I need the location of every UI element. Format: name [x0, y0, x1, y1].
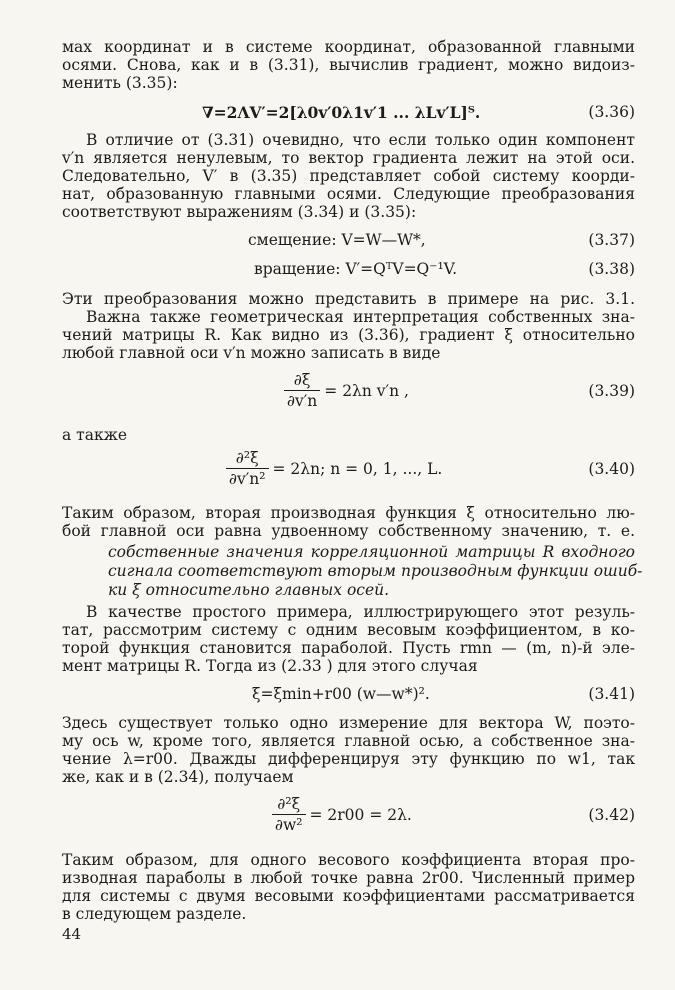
fraction: [284, 372, 320, 410]
text-line: Эти преобразования можно представить в примере на рис. 3.1.: [62, 290, 635, 308]
text-line: Следовательно, V′ в (3.35) представляет собой систему коорди-: [62, 167, 635, 185]
equation-number: (3.37): [588, 231, 635, 249]
fraction: [226, 450, 269, 488]
denominator: ∂v′n²: [226, 468, 269, 488]
equation-number: (3.40): [588, 460, 635, 478]
text-line: торой функция становится параболой. Пусть rmn — (m, n)-й эле-: [62, 639, 635, 657]
text-line: менить (3.35):: [62, 74, 178, 92]
numerator: ∂²ξ: [235, 449, 259, 467]
equation-body: ξ=ξmin+r00 (w—w*)².: [252, 685, 430, 703]
text-line: v′n является ненулевым, то вектор градиента лежит на этой оси.: [62, 149, 635, 167]
italic-line: ки ξ относительно главных осей.: [108, 581, 390, 599]
right-hand-side: = 2r00 = 2λ.: [309, 806, 412, 824]
equation-3-42: [62, 788, 635, 842]
text-line: Здесь существует только одно измерение для вектора W, поэто-: [62, 714, 635, 732]
equation-number: (3.38): [588, 260, 635, 278]
equation-body: [222, 442, 442, 496]
text-line: Таким образом, для одного весового коэффициента вторая про-: [62, 851, 635, 869]
equation-body: [280, 364, 409, 418]
text-line: в следующем разделе.: [62, 905, 247, 923]
text-line: Таким образом, вторая производная функция ξ относительно лю-: [62, 504, 635, 522]
text-line: Важна также геометрическая интерпретация собственных зна-: [86, 308, 635, 326]
text-line: чение λ=r00. Дважды дифференцируя эту функцию по w1, так: [62, 750, 635, 768]
equation-3-39: [62, 364, 635, 418]
numerator: ∂²ξ: [277, 795, 301, 813]
text-line: осями. Снова, как и в (3.31), вычислив градиент, можно видоиз-: [62, 56, 635, 74]
numerator: ∂ξ: [293, 371, 311, 389]
denominator: ∂w²: [272, 814, 306, 834]
text-line: любой главной оси v′n можно записать в виде: [62, 344, 441, 362]
text-line: бой главной оси равна удвоенному собственному значению, т. е.: [62, 522, 635, 540]
equation-3-41: [62, 673, 635, 715]
equation-3-38: [62, 251, 635, 287]
text-line: В качестве простого примера, иллюстрирующего этот резуль-: [86, 603, 635, 621]
right-hand-side: = 2λn v′n ,: [324, 382, 409, 400]
text-line: соответствуют выражениям (3.34) и (3.35):: [62, 203, 417, 221]
equation-number: (3.42): [588, 806, 635, 824]
equation-body: [268, 788, 412, 842]
equation-body: вращение: V′=QᵀV=Q⁻¹V.: [254, 260, 458, 278]
equation-3-40: [62, 442, 635, 496]
equation-number: (3.41): [588, 685, 635, 703]
text-line: же, как и в (2.34), получаем: [62, 768, 294, 786]
text-line: му ось w, кроме того, является главной осью, а собственное зна-: [62, 732, 635, 750]
equation-body: ∇=2ΛV′=2[λ0v′0λ1v′1 ... λLv′L]ᵀ.: [202, 102, 481, 122]
page-number: 44: [62, 925, 82, 943]
equation-number: (3.39): [588, 382, 635, 400]
equation-body: смещение: V=W—W*,: [248, 231, 426, 249]
text-line: мент матрицы R. Тогда из (2.33 ) для этого случая: [62, 657, 478, 675]
italic-line: сигнала соответствуют вторым производным функции ошиб-: [108, 562, 643, 580]
text-line: тат, рассмотрим систему с одним весовым коэффициентом, в ко-: [62, 621, 635, 639]
text-line: мах координат и в системе координат, образованной главными: [62, 38, 635, 56]
text-line: изводная параболы в любой точке равна 2r00. Численный пример: [62, 869, 635, 887]
text-line: чений матрицы R. Как видно из (3.36), градиент ξ относительно: [62, 326, 635, 344]
text-line: нат, образованную главными осями. Следующие преобразования: [62, 185, 635, 203]
denominator: ∂v′n: [284, 390, 320, 410]
text-line: а также: [62, 426, 128, 444]
text-line: В отличие от (3.31) очевидно, что если только один компонент: [86, 131, 635, 149]
equation-3-36: [62, 88, 635, 136]
text-line: для системы с двумя весовыми коэффициентами рассматривается: [62, 887, 635, 905]
fraction: [272, 796, 306, 834]
italic-line: собственные значения корреляционной матрицы R входного: [108, 543, 635, 561]
equation-number: (3.36): [588, 103, 635, 121]
right-hand-side: = 2λn; n = 0, 1, ..., L.: [272, 460, 443, 478]
